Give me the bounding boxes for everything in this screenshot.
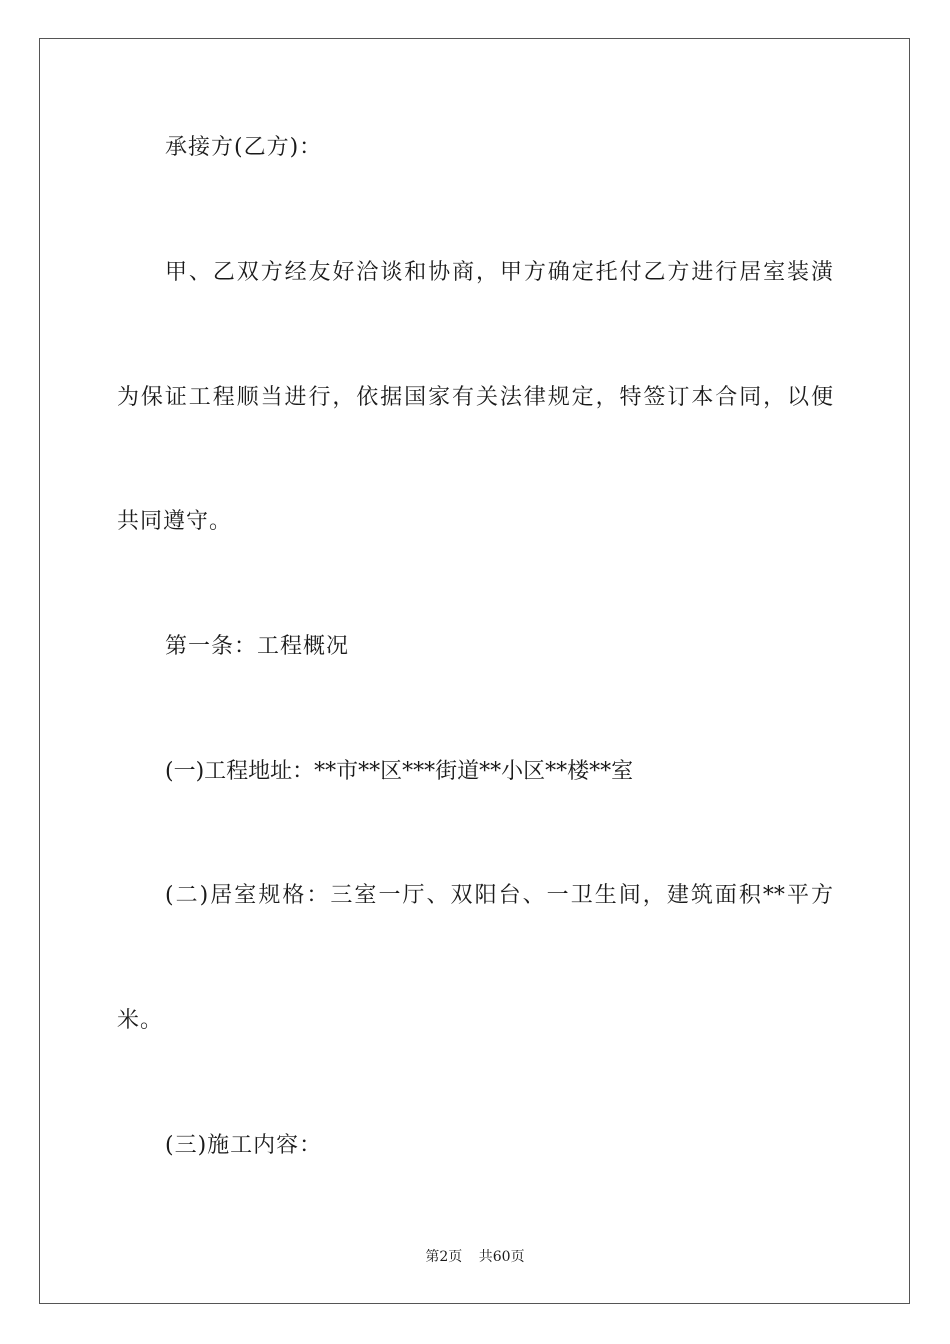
construction-content-label: (三)施工内容： [165, 1133, 323, 1158]
room-spec-line: 米。 [117, 1008, 164, 1033]
room-spec-line: (二)居室规格：三室一厅、双阳台、一卫生间，建筑面积**平方 [165, 883, 833, 908]
page-footer [0, 1247, 950, 1267]
paragraph-line: 共同遵守。 [117, 509, 233, 534]
total-pages: 共60页 [478, 1249, 525, 1265]
contractor-party-label: 承接方(乙方)： [165, 135, 323, 160]
paragraph-line: 甲、乙双方经友好洽谈和协商，甲方确定托付乙方进行居室装潢 [165, 260, 833, 285]
project-address: (一)工程地址：**市**区***街道**小区**楼**室 [165, 759, 634, 784]
paragraph-line: 为保证工程顺当进行，依据国家有关法律规定，特签订本合同，以便 [117, 385, 833, 410]
page-frame [39, 38, 910, 1304]
article-heading: 第一条：工程概况 [165, 634, 350, 659]
page-number: 第2页 [425, 1249, 463, 1265]
